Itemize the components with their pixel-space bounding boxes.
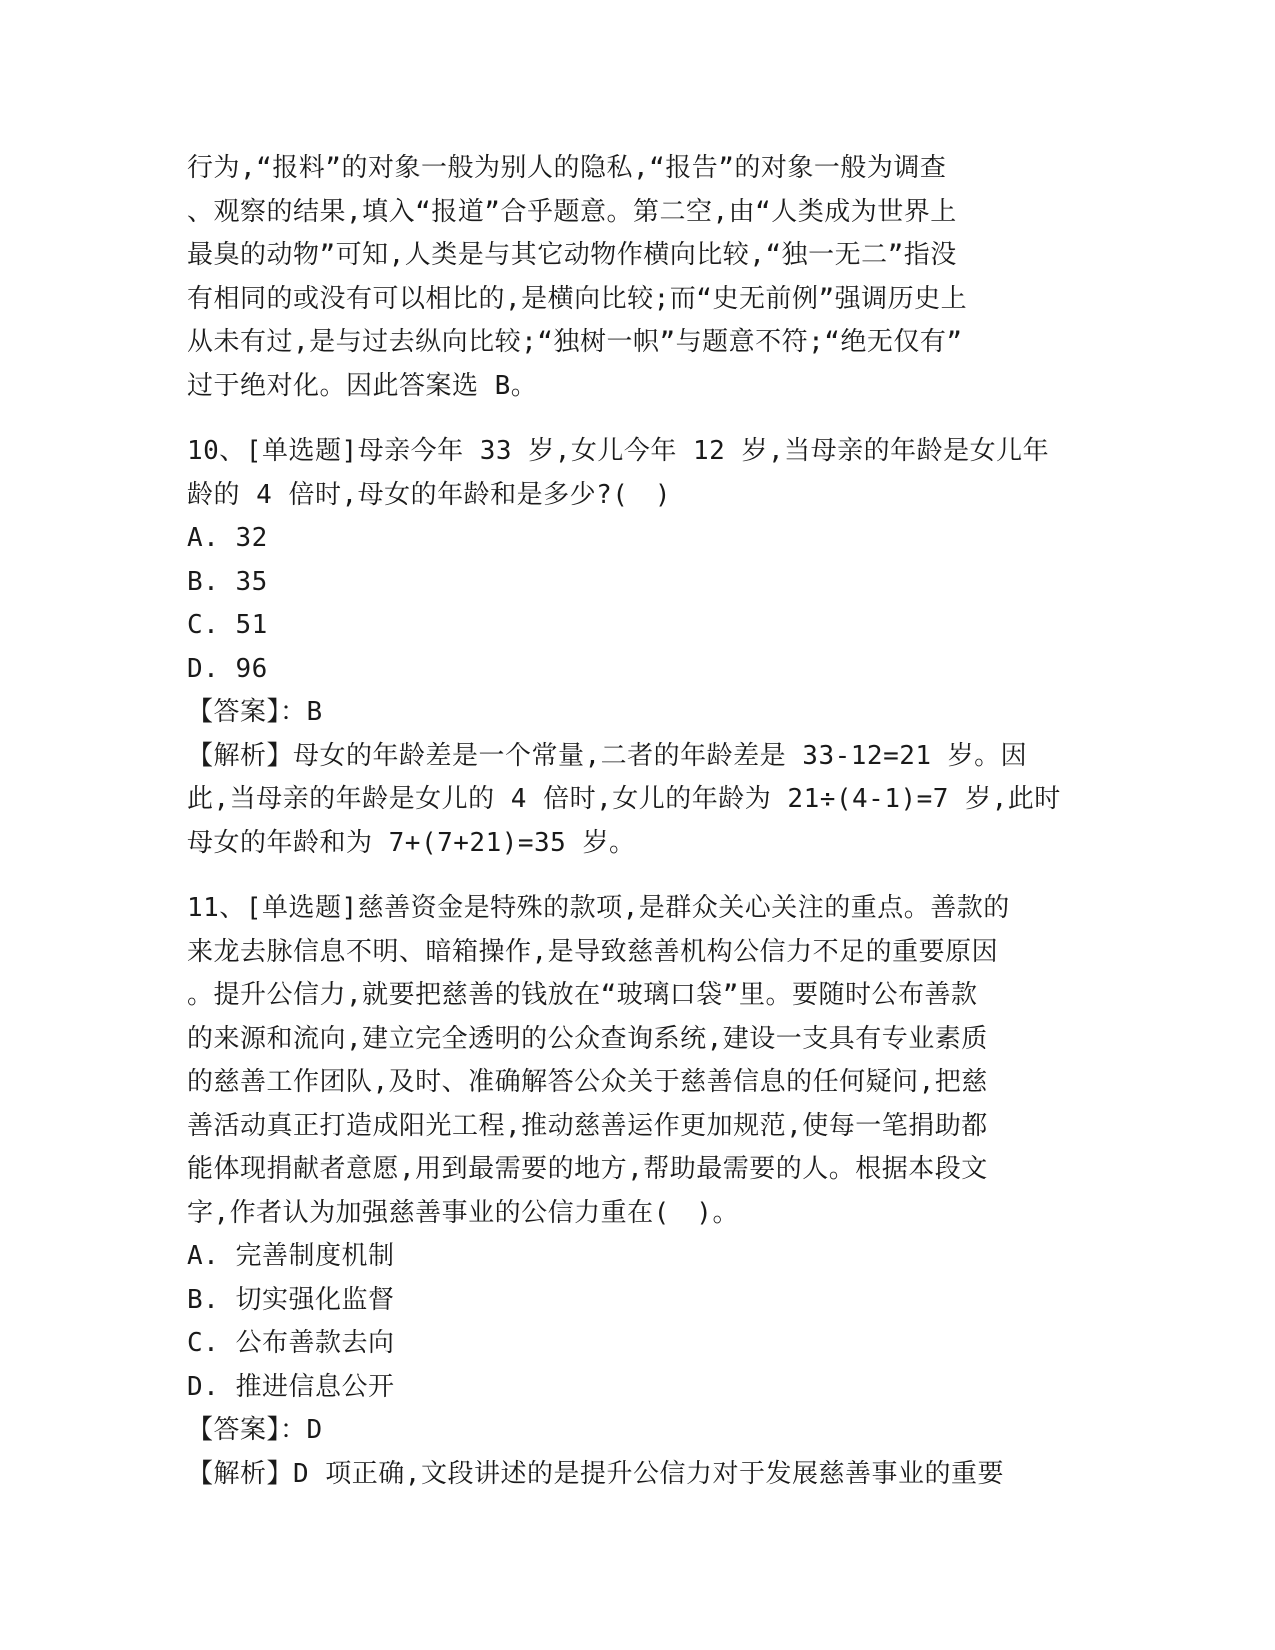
option-b: B. 切实强化监督	[187, 1284, 395, 1315]
document-page	[187, 147, 1087, 1496]
question-stem-line: 来龙去脉信息不明、暗箱操作,是导致慈善机构公信力不足的重要原因	[187, 936, 999, 967]
intro-analysis-continuation	[187, 147, 1087, 408]
answer: 【答案】：D	[187, 1415, 323, 1445]
text-line: 、观察的结果,填入“报道”合乎题意。第二空,由“人类成为世界上	[187, 196, 957, 227]
question-stem-line: 11、[单选题]慈善资金是特殊的款项,是群众关心关注的重点。善款的	[187, 893, 1010, 923]
question-stem-line: 能体现捐献者意愿,用到最需要的地方,帮助最需要的人。根据本段文	[187, 1154, 988, 1184]
option-c: C. 公布善款去向	[187, 1328, 395, 1358]
analysis-line: 【解析】D 项正确,文段讲述的是提升公信力对于发展慈善事业的重要	[187, 1458, 1004, 1489]
question-stem-line: 的来源和流向,建立完全透明的公众查询系统,建设一支具有专业素质	[187, 1023, 988, 1054]
question-stem-line: 10、[单选题]母亲今年 33 岁,女儿今年 12 岁,当母亲的年龄是女儿年	[187, 436, 1050, 466]
question-stem-line: 龄的 4 倍时,母女的年龄和是多少?( )	[187, 479, 672, 510]
text-line: 从未有过,是与过去纵向比较;“独树一帜”与题意不符;“绝无仅有”	[187, 327, 963, 357]
question-stem-line: 善活动真正打造成阳光工程,推动慈善运作更加规范,使每一笔捐助都	[187, 1110, 988, 1141]
text-line: 过于绝对化。因此答案选 B。	[187, 370, 538, 401]
analysis-line: 母女的年龄和为 7+(7+21)=35 岁。	[187, 827, 636, 858]
option-c: C. 51	[187, 610, 268, 640]
question-11	[187, 887, 1087, 1496]
question-10	[187, 430, 1087, 865]
analysis-line: 此,当母亲的年龄是女儿的 4 倍时,女儿的年龄为 21÷(4-1)=7 岁,此时	[187, 784, 1061, 814]
text-line: 最臭的动物”可知,人类是与其它动物作横向比较,“独一无二”指没	[187, 240, 957, 270]
option-d: D. 推进信息公开	[187, 1371, 395, 1402]
option-d: D. 96	[187, 653, 268, 684]
answer: 【答案】：B	[187, 697, 323, 727]
text-line: 行为,“报料”的对象一般为别人的隐私,“报告”的对象一般为调查	[187, 153, 947, 183]
text-line: 有相同的或没有可以相比的,是横向比较;而“史无前例”强调历史上	[187, 283, 968, 314]
analysis-line: 【解析】母女的年龄差是一个常量,二者的年龄差是 33-12=21 岁。因	[187, 740, 1028, 771]
option-a: A. 完善制度机制	[187, 1241, 395, 1271]
question-stem-line: 字,作者认为加强慈善事业的公信力重在( )。	[187, 1197, 739, 1228]
question-stem-line: 的慈善工作团队,及时、准确解答公众关于慈善信息的任何疑问,把慈	[187, 1067, 988, 1097]
option-b: B. 35	[187, 566, 268, 597]
option-a: A. 32	[187, 523, 268, 553]
question-stem-line: 。提升公信力,就要把慈善的钱放在“玻璃口袋”里。要随时公布善款	[187, 980, 978, 1010]
